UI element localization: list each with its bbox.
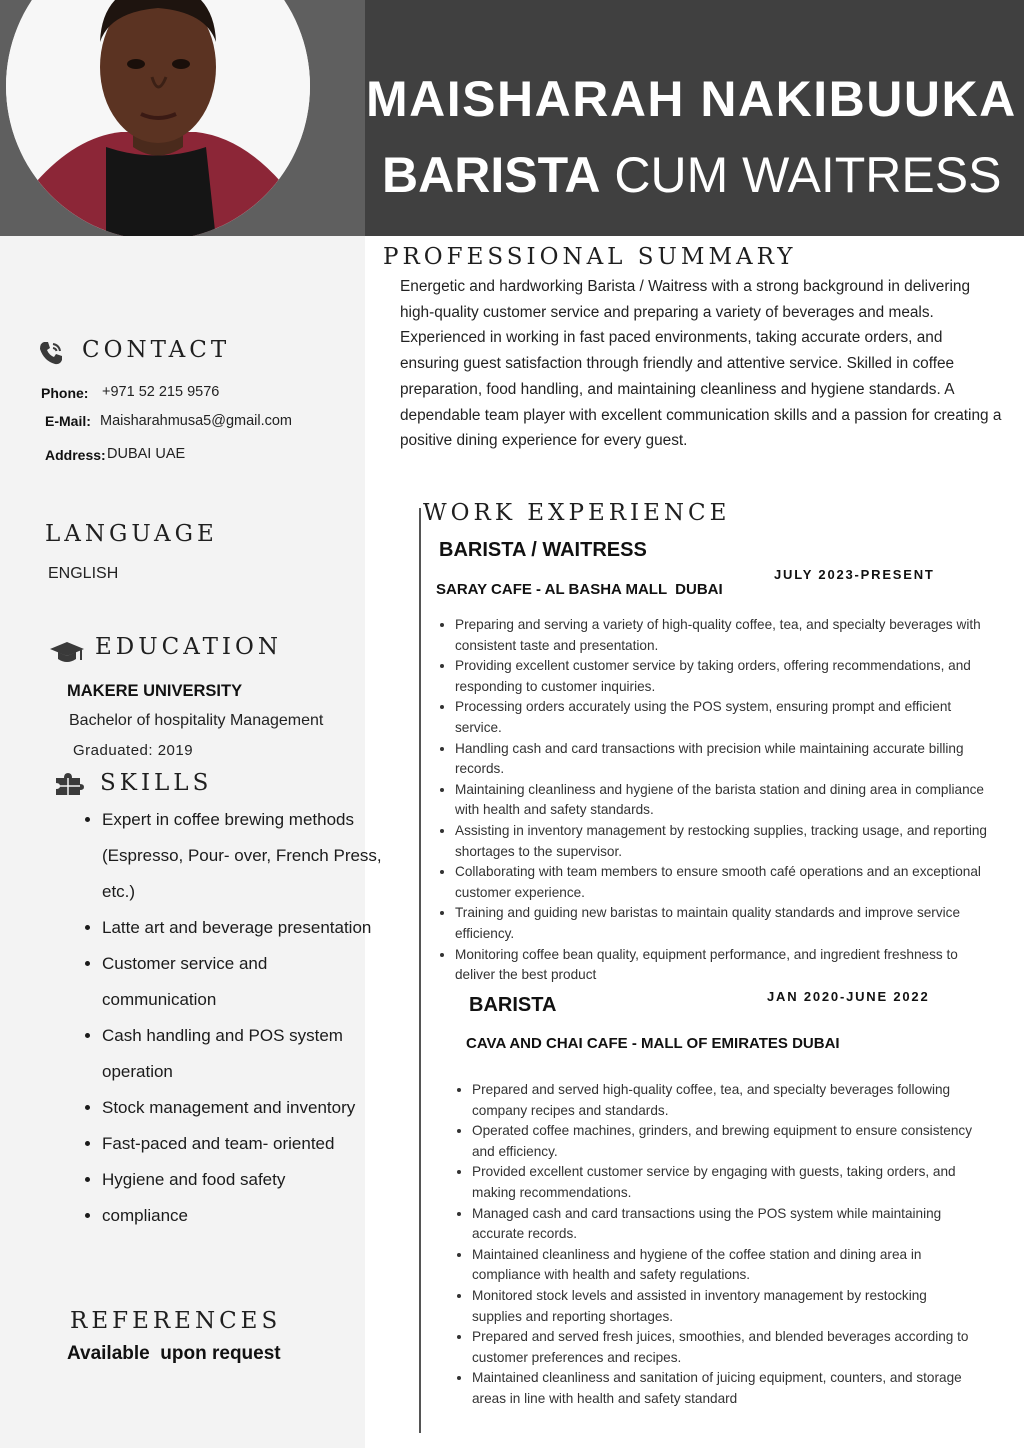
job-bullet: • Maintained cleanliness and hygiene of the coffee station and dining area in compliance with health and safety regulations.	[472, 1245, 977, 1286]
language-item: ENGLISH	[48, 565, 119, 582]
job-title: BARISTA / WAITRESS	[439, 539, 647, 561]
skill-item: • Hygiene and food safety	[102, 1162, 382, 1198]
education-title: EDUCATION	[95, 634, 282, 660]
skill-item: • Fast-paced and team- oriented	[102, 1126, 382, 1162]
address-value: DUBAI UAE	[107, 446, 186, 462]
job-bullet: • Assisting in inventory management by restocking supplies, tracking usage, and reporting shortages to the supervisor.	[455, 821, 997, 862]
job-dates: JAN 2020-JUNE 2022	[767, 989, 930, 1004]
skill-item: • Stock management and inventory	[102, 1090, 382, 1126]
summary-title: PROFESSIONAL SUMMARY	[383, 244, 797, 270]
job-bullet: • Training and guiding new baristas to maintain quality standards and improve service efficiency.	[455, 903, 997, 944]
education-degree: Bachelor of hospitality Management	[69, 712, 324, 729]
job-company: CAVA AND CHAI CAFE - MALL OF EMIRATES DUBAI	[466, 1035, 840, 1052]
timeline-line	[419, 508, 421, 1433]
job-bullet: • Provided excellent customer service by engaging with guests, taking orders, and making recommendations.	[472, 1162, 977, 1203]
job-title: BARISTA	[469, 994, 557, 1016]
job-bullet: • Operated coffee machines, grinders, and brewing equipment to ensure consistency and efficiency.	[472, 1121, 977, 1162]
email-label: E-Mail:	[45, 413, 91, 429]
phone-label: Phone:	[41, 385, 89, 401]
job-bullet: • Prepared and served high-quality coffee, tea, and specialty beverages following company recipes and standards.	[472, 1080, 977, 1121]
skills-title: SKILLS	[100, 770, 213, 796]
job-bullet: • Managed cash and card transactions using the POS system while maintaining accurate records.	[472, 1204, 977, 1245]
job-bullet: • Handling cash and card transactions with precision while maintaining accurate billing records.	[455, 739, 997, 780]
graduation-cap-icon	[49, 640, 85, 671]
skills-list	[78, 802, 382, 1234]
job-company: SARAY CAFE - AL BASHA MALL DUBAI	[436, 581, 723, 598]
education-graduated: Graduated: 2019	[73, 742, 194, 759]
puzzle-icon	[54, 772, 84, 801]
candidate-name: MAISHARAH NAKIBUUKA	[366, 71, 1017, 127]
job-bullet: • Monitoring coffee bean quality, equipment performance, and ingredient freshness to deliver the best product	[455, 945, 997, 986]
phone-icon	[38, 340, 64, 371]
job-bullet: • Providing excellent customer service by taking orders, offering recommendations, and responding to customer inquiries.	[455, 656, 997, 697]
job-bullet: • Monitored stock levels and assisted in inventory management by restocking supplies and reporting shortages.	[472, 1286, 977, 1327]
phone-value[interactable]: +971 52 215 9576	[102, 384, 220, 400]
language-title: LANGUAGE	[45, 521, 218, 547]
role-bold: BARISTA	[382, 147, 601, 203]
email-value[interactable]: Maisharahmusa5@gmail.com	[100, 413, 293, 429]
job-dates: JULY 2023-PRESENT	[774, 567, 935, 582]
references-title: REFERENCES	[70, 1308, 282, 1334]
job-bullet: • Collaborating with team members to ensure smooth café operations and an exceptional customer experience.	[455, 862, 997, 903]
role-rest: CUM WAITRESS	[600, 147, 1002, 203]
skill-item: • Customer service and communication	[102, 946, 382, 1018]
references-text: Available upon request	[67, 1343, 281, 1364]
job-bullets	[437, 615, 997, 986]
contact-title: CONTACT	[82, 337, 231, 363]
experience-title: WORK EXPERIENCE	[423, 500, 731, 526]
job-bullet: • Maintaining cleanliness and hygiene of the barista station and dining area in compliance with health and safety standards.	[455, 780, 997, 821]
summary-text: Energetic and hardworking Barista / Waitress with a strong background in delivering high-quality customer service and preparing a variety of beverages and meals. Experienced in working in fast paced environments, taking accurate orders, and ensuring guest satisfaction through friendly and attentive service. Skilled in coffee preparation, food handling, and maintaining cleanliness and hygiene standards. A dependable team player with excellent communication skills and a passion for creating a positive dining experience for every guest.	[400, 278, 1002, 450]
candidate-role	[382, 146, 1001, 204]
address-label: Address:	[45, 447, 106, 463]
education-school: MAKERE UNIVERSITY	[67, 682, 243, 700]
skill-item: • Expert in coffee brewing methods (Espresso, Pour- over, French Press, etc.)	[102, 802, 382, 910]
job-bullet: • Processing orders accurately using the POS system, ensuring prompt and efficient service.	[455, 697, 997, 738]
job-bullet: • Prepared and served fresh juices, smoothies, and blended beverages according to customer preferences and recipes.	[472, 1327, 977, 1368]
job-bullet: • Maintained cleanliness and sanitation of juicing equipment, counters, and storage areas in line with health and safety standard	[472, 1368, 977, 1409]
skill-item: • compliance	[102, 1198, 382, 1234]
skill-item: • Latte art and beverage presentation	[102, 910, 382, 946]
skill-item: • Cash handling and POS system operation	[102, 1018, 382, 1090]
job-bullet: • Preparing and serving a variety of high-quality coffee, tea, and specialty beverages with consistent taste and presentation.	[455, 615, 997, 656]
job-bullets	[454, 1080, 977, 1410]
